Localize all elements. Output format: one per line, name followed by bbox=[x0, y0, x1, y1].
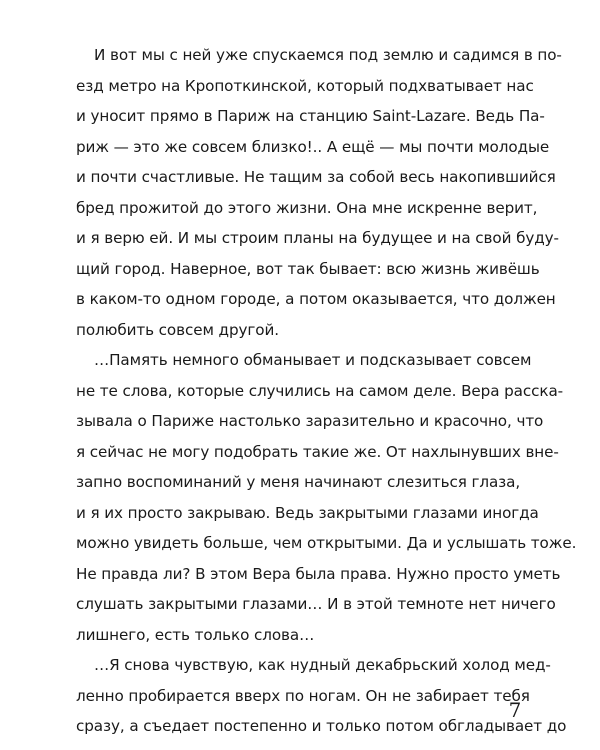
text-line: лишнего, есть только слова… bbox=[76, 625, 315, 644]
text-line: в каком-то одном городе, а потом оказывается, что должен bbox=[76, 290, 556, 308]
text-line: сразу, а съедает постепенно и только потом обгладывает до bbox=[76, 717, 567, 735]
text-line: и почти счастливые. Не тащим за собой весь накопившийся bbox=[76, 168, 556, 186]
body-text bbox=[76, 40, 577, 742]
text-line: и уносит прямо в Париж на станцию Saint-Lazare. Ведь Па- bbox=[76, 107, 545, 125]
text-line: И вот мы с ней уже спускаемся под землю и садимся в по- bbox=[94, 46, 562, 64]
text-line: зывала о Париже настолько заразительно и красочно, что bbox=[76, 412, 544, 430]
text-line: я сейчас не могу подобрать такие же. От нахлынувших вне- bbox=[76, 442, 559, 461]
text-line: риж — это же совсем близко!.. А ещё — мы почти молодые bbox=[76, 137, 550, 156]
text-line: …Память немного обманывает и подсказывает совсем bbox=[94, 351, 532, 369]
text-line: не те слова, которые случились на самом деле. Вера расска- bbox=[76, 381, 564, 400]
page-number: 7 bbox=[508, 698, 522, 722]
text-line: бред прожитой до этого жизни. Она мне искренне верит, bbox=[76, 198, 538, 217]
text-line: слушать закрытыми глазами… И в этой темноте нет ничего bbox=[76, 595, 556, 613]
text-line: можно увидеть больше, чем открытыми. Да и услышать тоже. bbox=[76, 534, 577, 552]
text-line: Не правда ли? В этом Вера была права. Нужно просто уметь bbox=[76, 564, 561, 583]
text-line: езд метро на Кропоткинской, который подхватывает нас bbox=[76, 76, 534, 95]
text-line: и я их просто закрываю. Ведь закрытыми глазами иногда bbox=[76, 503, 539, 522]
text-line: …Я снова чувствую, как нудный декабрьский холод мед- bbox=[94, 656, 551, 674]
text-line: и я верю ей. И мы строим планы на будущее и на свой буду- bbox=[76, 229, 559, 247]
text-line: щий город. Наверное, вот так бывает: всю жизнь живёшь bbox=[76, 259, 540, 278]
text-line: ленно пробирается вверх по ногам. Он не забирает тебя bbox=[76, 686, 530, 705]
text-line: полюбить совсем другой. bbox=[76, 320, 279, 339]
text-line: запно воспоминаний у меня начинают слезиться глаза, bbox=[76, 473, 521, 491]
